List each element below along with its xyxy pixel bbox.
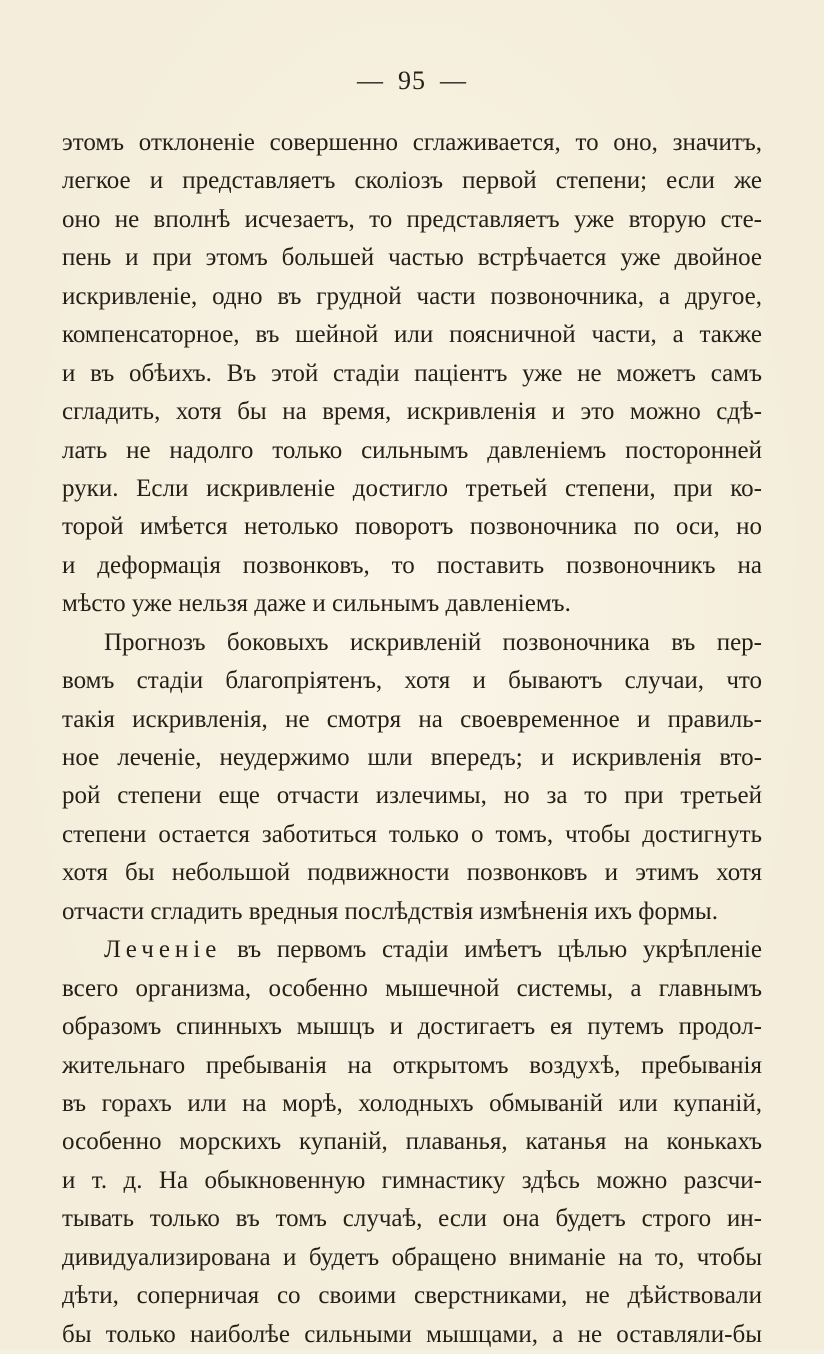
text-line: легкое и представляетъ сколіозъ первой степени; если же	[62, 167, 762, 195]
text-line-lead	[62, 931, 762, 969]
text-line: этомъ отклоненіе совершенно сглаживается, то оно, значитъ,	[62, 129, 762, 156]
text-line: и т. д. На обыкновенную гимнастику здѣсь можно разсчи-	[62, 1166, 762, 1194]
lead-line-rest: въ первомъ стадіи имѣетъ цѣлью укрѣпленіе	[221, 936, 762, 964]
text-line: хотя бы небольшой подвижности позвонковъ и этимъ хотя	[62, 859, 762, 887]
text-line: жительнаго пребыванія на открытомъ воздухѣ, пребыванія	[62, 1051, 762, 1079]
text-line: вомъ стадіи благопріятенъ, хотя и бываютъ случаи, что	[62, 667, 762, 695]
text-line: и деформація позвонковъ, то поставить позвоночникъ на	[62, 551, 762, 579]
page-number: 95	[398, 66, 426, 95]
text-line: оно не вполнѣ исчезаетъ, то представляетъ уже вторую сте-	[62, 205, 762, 233]
text-line: тывать только въ томъ случаѣ, если она будетъ строго ин-	[62, 1205, 762, 1233]
text-line: руки. Если искривленіе достигло третьей степени, при ко-	[62, 474, 762, 502]
text-line: сгладить, хотя бы на время, искривленія и это можно сдѣ-	[62, 398, 762, 426]
page-number-dash-left: —	[357, 66, 384, 95]
spaced-lead-word: Леченіе	[104, 936, 222, 964]
text-line: въ горахъ или на морѣ, холодныхъ обмываній или купаній,	[62, 1089, 762, 1117]
paragraph-2	[62, 624, 762, 932]
text-line: ное леченіе, неудержимо шли впередъ; и искривленія вто-	[62, 744, 762, 771]
text-line: дивидуализирована и будетъ обращено вниманіе на то, чтобы	[62, 1243, 762, 1271]
text-line: образомъ спинныхъ мышцъ и достигаетъ ея путемъ продол-	[62, 1013, 762, 1041]
text-line: искривленіе, одно въ грудной части позвоночника, а другое,	[62, 282, 762, 310]
text-line: рой степени еще отчасти излечимы, но за то при третьей	[62, 782, 762, 810]
paragraph-1	[62, 124, 762, 624]
text-line: Прогнозъ боковыхъ искривленій позвоночника въ пер-	[104, 628, 762, 656]
text-line: дѣти, соперничая со своими сверстниками, не дѣйствовали	[62, 1282, 762, 1310]
text-line: отчасти сгладить вредныя послѣдствія измѣненія ихъ формы.	[62, 897, 718, 925]
text-line: всего организма, особенно мышечной системы, а главнымъ	[62, 974, 762, 1002]
page-number-dash-right: —	[440, 66, 467, 95]
text-line: компенсаторное, въ шейной или поясничной части, а также	[62, 321, 762, 349]
text-line: степени остается заботиться только о томъ, чтобы достигнуть	[62, 820, 762, 848]
text-line: и въ обѣихъ. Въ этой стадіи паціентъ уже не можетъ самъ	[62, 359, 762, 387]
text-line: лать не надолго только сильнымъ давленіемъ посторонней	[62, 436, 762, 464]
paragraph-3	[62, 931, 762, 1354]
text-line: особенно морскихъ купаній, плаванья, катанья на конькахъ	[62, 1128, 762, 1156]
text-line: бы только наиболѣе сильными мышцами, а не оставляли-бы	[62, 1320, 762, 1348]
text-line: такія искривленія, не смотря на своевременное и правиль-	[62, 705, 762, 733]
text-line: пень и при этомъ большей частью встрѣчается уже двойное	[62, 244, 762, 272]
text-line: мѣсто уже нельзя даже и сильнымъ давленіемъ.	[62, 590, 571, 618]
body-text	[62, 124, 762, 1354]
page-number-header	[0, 66, 824, 96]
text-line: торой имѣется нетолько поворотъ позвоночника по оси, но	[62, 513, 762, 541]
